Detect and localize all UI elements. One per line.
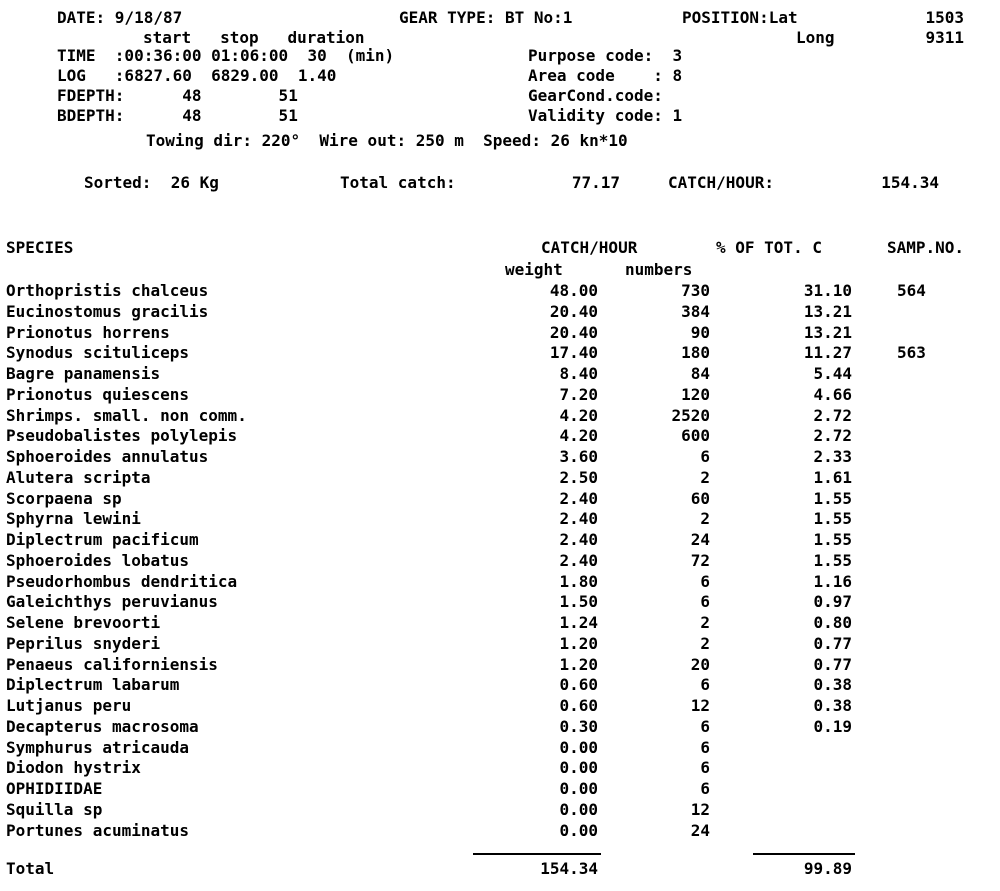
position-lat-value: 1503 — [925, 8, 964, 27]
time-row: TIME :00:36:00 01:06:00 30 (min) — [57, 46, 395, 65]
pct-value: 1.55 — [813, 530, 852, 549]
pct-value: 31.10 — [803, 281, 852, 300]
numbers-value: 600 — [681, 426, 710, 445]
species-name: Alutera scripta — [6, 468, 151, 487]
species-name: Orthopristis chalceus — [6, 281, 209, 300]
catch-hour-header: CATCH/HOUR — [541, 238, 638, 257]
weight-value: 20.40 — [549, 323, 598, 342]
weight-header: weight — [505, 260, 563, 279]
species-header: SPECIES — [6, 238, 74, 257]
weight-value: 1.50 — [559, 592, 598, 611]
numbers-value: 2 — [700, 634, 710, 653]
total-catch-label: Total catch: — [340, 173, 456, 192]
weight-value: 2.40 — [559, 489, 598, 508]
pct-value: 0.77 — [813, 634, 852, 653]
pct-value: 13.21 — [803, 323, 852, 342]
species-name: Prionotus quiescens — [6, 385, 190, 404]
purpose-code: Purpose code: 3 — [528, 46, 683, 65]
catch-hour-label: CATCH/HOUR: — [668, 173, 774, 192]
pct-value: 0.80 — [813, 613, 852, 632]
gearcond-code: GearCond.code: — [528, 86, 663, 105]
weight-value: 2.40 — [559, 551, 598, 570]
species-name: Sphoeroides annulatus — [6, 447, 209, 466]
species-name: Symphurus atricauda — [6, 738, 190, 757]
numbers-value: 84 — [690, 364, 710, 383]
pct-value: 13.21 — [803, 302, 852, 321]
total-pct: 99.89 — [803, 859, 852, 878]
sample-number-header: SAMP.NO. — [887, 238, 965, 257]
pct-value: 0.38 — [813, 696, 852, 715]
species-name: Decapterus macrosoma — [6, 717, 199, 736]
weight-value: 0.00 — [559, 821, 598, 840]
species-name: Shrimps. small. non comm. — [6, 406, 247, 425]
numbers-value: 6 — [700, 738, 710, 757]
position-lat-label: POSITION:Lat — [682, 8, 798, 27]
catch-hour-value: 154.34 — [881, 173, 939, 192]
numbers-value: 6 — [700, 717, 710, 736]
numbers-value: 2 — [700, 468, 710, 487]
pct-value: 0.19 — [813, 717, 852, 736]
species-name: Squilla sp — [6, 800, 103, 819]
species-name: Bagre panamensis — [6, 364, 161, 383]
numbers-value: 384 — [681, 302, 710, 321]
numbers-value: 20 — [690, 655, 710, 674]
towing-info: Towing dir: 220° Wire out: 250 m Speed: 26 kn*10 — [146, 131, 628, 150]
weight-value: 2.50 — [559, 468, 598, 487]
pct-value: 5.44 — [813, 364, 852, 383]
weight-total-rule — [473, 853, 601, 855]
pct-value: 0.97 — [813, 592, 852, 611]
species-name: Pseudobalistes polylepis — [6, 426, 238, 445]
position-long-label: Long — [796, 28, 835, 47]
numbers-value: 2 — [700, 613, 710, 632]
total-catch-value: 77.17 — [571, 173, 620, 192]
numbers-value: 2 — [700, 509, 710, 528]
species-name: Sphoeroides lobatus — [6, 551, 190, 570]
numbers-value: 24 — [690, 821, 710, 840]
species-name: Diodon hystrix — [6, 758, 141, 777]
species-name: Sphyrna lewini — [6, 509, 141, 528]
species-name: OPHIDIIDAE — [6, 779, 103, 798]
time-column-headers: start stop duration — [143, 28, 365, 47]
gear-type: GEAR TYPE: BT No:1 — [399, 8, 573, 27]
weight-value: 0.30 — [559, 717, 598, 736]
weight-value: 2.40 — [559, 530, 598, 549]
pct-value: 1.55 — [813, 509, 852, 528]
numbers-value: 6 — [700, 572, 710, 591]
pct-total-rule — [753, 853, 855, 855]
pct-value: 1.61 — [813, 468, 852, 487]
area-code: Area code : 8 — [528, 66, 683, 85]
pct-value: 4.66 — [813, 385, 852, 404]
pct-value: 1.16 — [813, 572, 852, 591]
numbers-value: 72 — [690, 551, 710, 570]
species-name: Portunes acuminatus — [6, 821, 190, 840]
species-name: Scorpaena sp — [6, 489, 122, 508]
species-name: Lutjanus peru — [6, 696, 132, 715]
numbers-value: 6 — [700, 675, 710, 694]
species-name: Peprilus snyderi — [6, 634, 161, 653]
weight-value: 4.20 — [559, 406, 598, 425]
species-name: Synodus scituliceps — [6, 343, 190, 362]
fdepth-row: FDEPTH: 48 51 — [57, 86, 298, 105]
weight-value: 1.20 — [559, 655, 598, 674]
weight-value: 7.20 — [559, 385, 598, 404]
pct-value: 1.55 — [813, 489, 852, 508]
species-name: Eucinostomus gracilis — [6, 302, 209, 321]
pct-total-header: % OF TOT. C — [716, 238, 822, 257]
weight-value: 3.60 — [559, 447, 598, 466]
weight-value: 2.40 — [559, 509, 598, 528]
total-label: Total — [6, 859, 55, 878]
pct-value: 0.77 — [813, 655, 852, 674]
weight-value: 17.40 — [549, 343, 598, 362]
weight-value: 20.40 — [549, 302, 598, 321]
pct-value: 2.72 — [813, 426, 852, 445]
weight-value: 0.00 — [559, 738, 598, 757]
numbers-value: 6 — [700, 758, 710, 777]
species-name: Diplectrum labarum — [6, 675, 180, 694]
pct-value: 2.33 — [813, 447, 852, 466]
species-name: Prionotus horrens — [6, 323, 170, 342]
sorted-weight: Sorted: 26 Kg — [84, 173, 219, 192]
weight-value: 0.60 — [559, 696, 598, 715]
numbers-value: 90 — [690, 323, 710, 342]
species-name: Pseudorhombus dendritica — [6, 572, 238, 591]
weight-value: 1.80 — [559, 572, 598, 591]
weight-value: 8.40 — [559, 364, 598, 383]
species-name: Selene brevoorti — [6, 613, 161, 632]
pct-value: 2.72 — [813, 406, 852, 425]
numbers-value: 6 — [700, 592, 710, 611]
numbers-header: numbers — [625, 260, 693, 279]
numbers-value: 2520 — [671, 406, 710, 425]
total-weight: 154.34 — [540, 859, 598, 878]
species-name: Diplectrum pacificum — [6, 530, 199, 549]
numbers-value: 6 — [700, 447, 710, 466]
numbers-value: 180 — [681, 343, 710, 362]
date: DATE: 9/18/87 — [57, 8, 183, 27]
numbers-value: 12 — [690, 696, 710, 715]
sample-number: 563 — [897, 343, 926, 362]
numbers-value: 730 — [681, 281, 710, 300]
numbers-value: 12 — [690, 800, 710, 819]
sample-number: 564 — [897, 281, 926, 300]
weight-value: 0.00 — [559, 779, 598, 798]
validity-code: Validity code: 1 — [528, 106, 683, 125]
numbers-value: 6 — [700, 779, 710, 798]
weight-value: 0.00 — [559, 800, 598, 819]
numbers-value: 24 — [690, 530, 710, 549]
weight-value: 0.00 — [559, 758, 598, 777]
numbers-value: 120 — [681, 385, 710, 404]
pct-value: 11.27 — [803, 343, 852, 362]
species-name: Penaeus californiensis — [6, 655, 218, 674]
weight-value: 0.60 — [559, 675, 598, 694]
numbers-value: 60 — [690, 489, 710, 508]
log-row: LOG :6827.60 6829.00 1.40 — [57, 66, 337, 85]
weight-value: 48.00 — [549, 281, 598, 300]
pct-value: 1.55 — [813, 551, 852, 570]
pct-value: 0.38 — [813, 675, 852, 694]
species-name: Galeichthys peruvianus — [6, 592, 218, 611]
position-long-value: 9311 — [925, 28, 964, 47]
bdepth-row: BDEPTH: 48 51 — [57, 106, 298, 125]
weight-value: 4.20 — [559, 426, 598, 445]
weight-value: 1.24 — [559, 613, 598, 632]
weight-value: 1.20 — [559, 634, 598, 653]
